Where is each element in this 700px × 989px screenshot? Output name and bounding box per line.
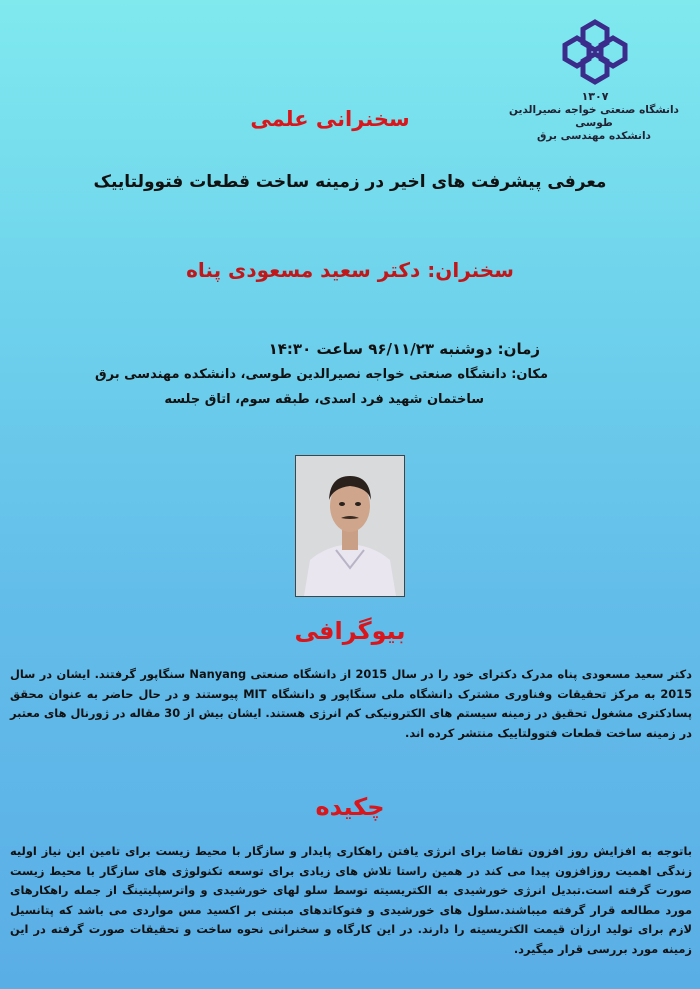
- speaker-photo: [295, 455, 405, 597]
- university-year: ۱۳۰۷: [581, 90, 609, 103]
- talk-time: زمان: دوشنبه ۹۶/۱۱/۲۳ ساعت ۱۴:۳۰: [268, 340, 540, 358]
- faculty-name: دانشکده مهندسی برق: [537, 130, 651, 142]
- university-logo-icon: [555, 16, 635, 86]
- speaker-name: سخنران: دکتر سعید مسعودی پناه: [186, 258, 514, 282]
- speaker-portrait-icon: [296, 456, 404, 596]
- biography-text: دکتر سعید مسعودی پناه مدرک دکترای خود را در سال 2015 از دانشگاه صنعتی Nanyang سنگاپور گرفتند. ایشان در سال 2015 به مرکز تحقیقات وفناوری مشترک دانشگاه ملی سنگاپور و دانشگاه MIT پیوستند و در حال حاضر به عنوان محقق پسادکتری مشغول تحقیق در زمینه سیستم های الکترونیکی کم انرژی هستند. ایشان بیش از 30 مقاله در ژورنال های معتبر در زمینه ساخت قطعات فتوولتاییک منتشر کرده اند.: [10, 667, 693, 740]
- talk-place-line1: مکان: دانشگاه صنعتی خواجه نصیرالدین طوسی، دانشکده مهندسی برق: [95, 367, 548, 382]
- talk-place-line2: ساختمان شهید فرد اسدی، طبقه سوم، اتاق جلسه: [164, 392, 484, 407]
- talk-type-heading: سخنرانی علمی: [250, 107, 410, 131]
- biography-heading: بیوگرافی: [294, 617, 406, 645]
- abstract-text: باتوجه به افزایش روز افزون تقاضا برای انرژی یافتن راهکاری پایدار و سازگار با محیط زیست برای تامین این نیاز اولیه زندگی اهمیت روزافزون پیدا می کند در همین راستا تلاش های زیادی برای توسعه تکنولوژی های سازگار با محیط زیست صورت گرفته است.تبدیل انرژی خورشیدی به الکتریسیته توسط سلو لهای خورشیدی و واترسپلیتینگ از جمله راهکارهای مورد مطالعه قرار گرفته میباشند.سلول های خورشیدی و فتوکاتدهای مبتنی بر اکسید مس مواردی می باشد که پتانسیل لازم برای تولید ارزان قیمت الکتریسیته را دارند. در این کارگاه و سخنرانی نحوه ساخت و تحقیقات صورت گرفته در این زمینه مورد بررسی قرار میگیرد.: [10, 844, 692, 956]
- abstract-heading: چکیده: [315, 793, 385, 821]
- university-name-block: [494, 104, 694, 143]
- university-name: دانشگاه صنعتی خواجه نصیرالدین طوسی: [509, 104, 679, 129]
- talk-title: معرفی پیشرفت های اخیر در زمینه ساخت قطعات فتوولتاییک: [93, 172, 607, 192]
